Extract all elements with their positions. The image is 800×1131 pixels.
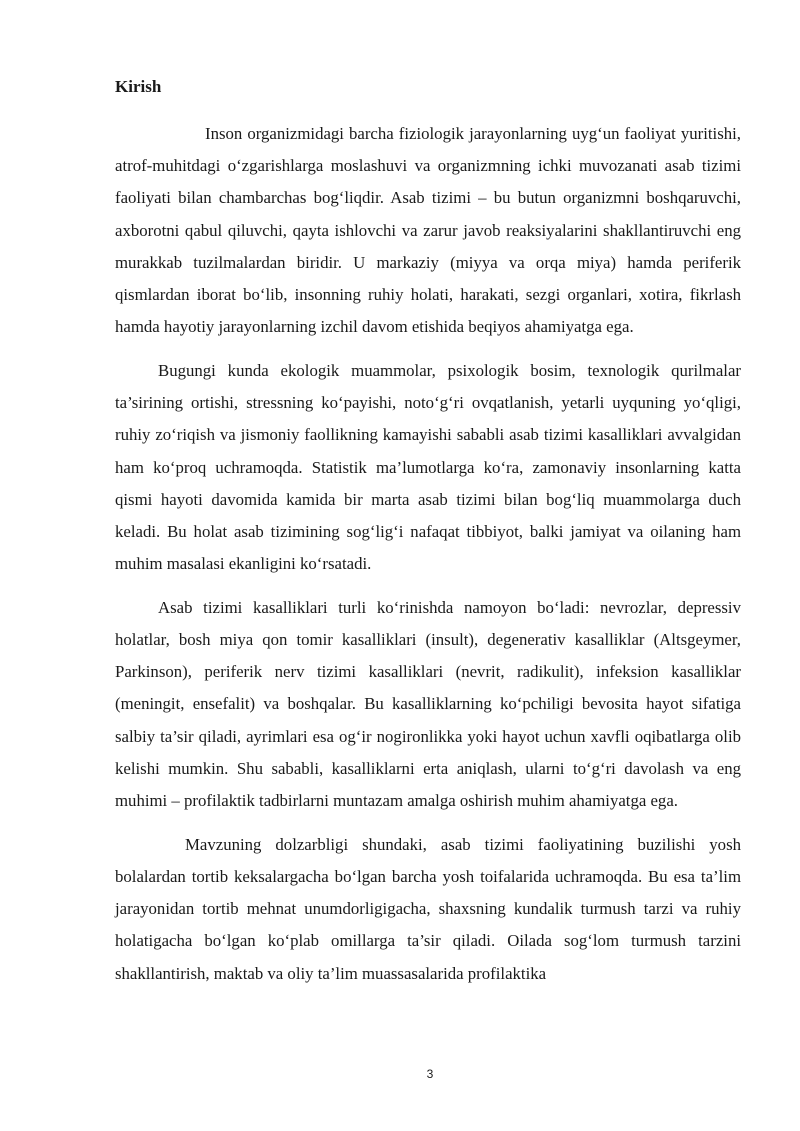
paragraph-4: Mavzuning dolzarbligi shundaki, asab tizimi faoliyatining buzilishi yosh bolalardan tortib keksalargacha bo‘lgan barcha yosh toifalarida uchramoqda. Bu esa ta’lim jarayonidan tortib mehnat unumdorligigacha, shaxsning kundalik turmush tarzi va ruhiy holatigacha bo‘lgan ko‘plab omillarga ta’sir qiladi. Oilada sog‘lom turmush tarzini shakllantirish, maktab va oliy ta’lim muassasalarida profilaktika [115,834,741,983]
paragraph-3: Asab tizimi kasalliklari turli ko‘rinishda namoyon bo‘ladi: nevrozlar, depressiv holatlar, bosh miya qon tomir kasalliklari (insult), degenerativ kasalliklar (Altsgeymer, Parkinson), periferik nerv tizimi kasalliklari (nevrit, radikulit), infeksion kasalliklar (meningit, ensefalit) va boshqalar. Bu kasalliklarning ko‘pchiligi bevosita hayot sifatiga salbiy ta’sir qiladi, ayrimlari esa og‘ir nogironlikka yoki hayot uchun xavfli oqibatlarga olib kelishi mumkin. Shu sababli, kasalliklarni erta aniqlash, ularni to‘g‘ri davolash va eng muhimi – profilaktik tadbirlarni muntazam amalga oshirish muhim ahamiyatga ega. [115,597,741,811]
page-number: 3 [426,1067,434,1081]
paragraph-1: Inson organizmidagi barcha fiziologik jarayonlarning uyg‘un faoliyat yuritishi, atrof-muhitdagi o‘zgarishlarga moslashuvi va organizmning ichki muvozanati asab tizimi faoliyati bilan chambarchas bog‘liqdir. Asab tizimi – bu butun organizmni boshqaruvchi, axborotni qabul qiluvchi, qayta ishlovchi va zarur javob reaksiyalarini shakllantiruvchi eng murakkab tuzilmalardan biridir. U markaziy (miyya va orqa miya) hamda periferik qismlardan iborat bo‘lib, insonning ruhiy holati, harakati, sezgi organlari, xotira, fikrlash hamda hayotiy jarayonlarning izchil davom etishida beqiyos ahamiyatga ega. [115,124,741,337]
section-heading: Kirish [115,77,162,96]
paragraph-2: Bugungi kunda ekologik muammolar, psixologik bosim, texnologik qurilmalar ta’sirining ortishi, stressning ko‘payishi, noto‘g‘ri ovqatlanish, yetarli uyquning yo‘qligi, ruhiy zo‘riqish va jismoniy faollikning kamayishi sababli asab tizimi kasalliklari avvalgidan ham ko‘proq uchramoqda. Statistik ma’lumotlarga ko‘ra, zamonaviy insonlarning katta qismi hayoti davomida kamida bir marta asab tizimi bilan bog‘liq muammolarga duch keladi. Bu holat asab tizimining sog‘lig‘i nafaqat tibbiyot, balki jamiyat va oilaning ham muhim masalasi ekanligini ko‘rsatadi. [115,360,741,574]
document-body [115,118,741,1001]
